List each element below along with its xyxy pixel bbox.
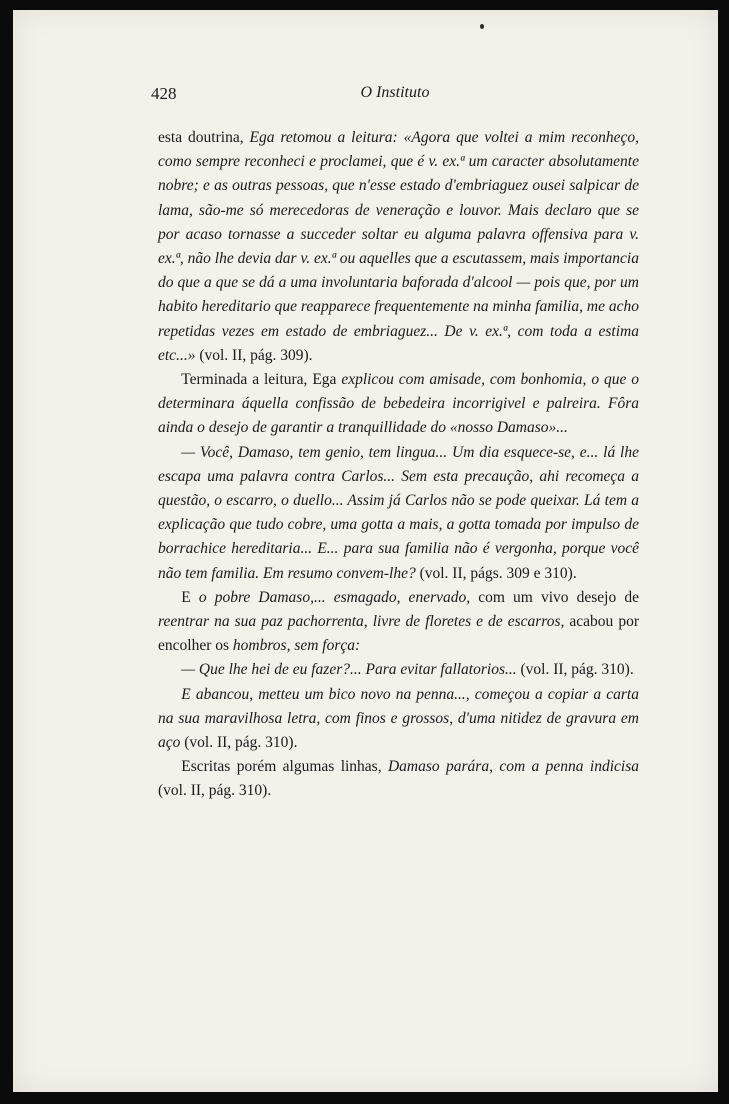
text-run: (vol. II, pág. 310). <box>516 661 634 679</box>
text-run: (vol. II, pág. 310). <box>180 734 298 752</box>
text-run: (vol. II, págs. 309 e 310). <box>415 564 577 582</box>
italic-text-run: reentrar na sua paz pachorrenta, livre de floretes e de escarros, <box>158 613 565 631</box>
paragraph <box>158 441 639 586</box>
paragraph <box>158 126 639 368</box>
paragraph <box>158 755 639 803</box>
text-run: Escritas porém algumas linhas, <box>181 758 388 776</box>
paragraph <box>158 683 639 756</box>
italic-text-run: o pobre Damaso,... esmagado, enervado, <box>198 588 471 606</box>
italic-text-run: Damaso parára, com a penna indicisa <box>387 758 639 776</box>
paragraph <box>158 658 639 682</box>
italic-text-run: — Você, Damaso, tem genio, tem lingua... Um dia esquece-se, e... lá lhe escapa uma palavra contra Carlos... Sem esta precaução, ahi recomeça a questão, o escarro, o duello... Assim já Carlos não se pode queixar. Lá tem a explicação que tudo cobre, uma gotta a mais, a gotta tomada por impulso de borrachice hereditaria... E... para sua familia não é vergonha, porque você não tem familia. Em resumo convem-lhe? <box>158 443 639 582</box>
text-run: (vol. II, pág. 309). <box>195 346 313 364</box>
book-page <box>13 10 718 1092</box>
italic-text-run: hombros, sem força: <box>232 637 361 655</box>
italic-text-run: — Que lhe hei de eu fazer?... Para evitar fallatorios... <box>181 661 517 679</box>
text-run: E <box>181 588 199 606</box>
text-run: com um vivo desejo de <box>470 588 639 606</box>
page-header <box>151 84 639 108</box>
text-run: esta doutrina, <box>158 129 250 146</box>
ink-speck <box>480 24 484 29</box>
running-title: O Instituto <box>360 84 430 101</box>
italic-text-run: Ega retomou a leitura: «Agora que voltei a mim reconheço, como sempre reconheci e proclamei, que é v. ex.ª um caracter absolutamente nobre; e as outras pessoas, que n'esse estado d'embriaguez ousei salpicar de lama, são-me só merecedoras de veneração e louvor. Mais declaro que se por acaso tornasse a succeder soltar eu alguma palavra offensiva para v. ex.ª, não lhe devia dar v. ex.ª ou aquelles que a escutassem, mais importancia do que a que se dá a uma involuntaria baforada d'alcool — pois que, por um habito hereditario que reapparece frequentemente na minha familia, me acho repetidas vezes em estado de embriaguez... De v. ex.ª, com toda a estima etc...» <box>158 129 639 364</box>
italic-text-run: E abancou, metteu um bico novo na penna..., começou a copiar a carta na sua maravilhosa letra, com finos e grossos, d'uma nitidez de gravura em aço <box>158 685 639 752</box>
paragraph <box>158 586 639 659</box>
text-run: (vol. II, pág. 310). <box>158 782 272 800</box>
italic-text-run: explicou com amisade, com bonhomia, o que o determinara áquella confissão de bebedeira incorrigivel e palreira. Fôra ainda o desejo de garantir a tranquillidade do «nosso Damaso»... <box>158 371 639 437</box>
text-run: Terminada a leitura, Ega <box>181 371 342 389</box>
paragraph <box>158 368 639 441</box>
text-run: acabou por encolher os <box>158 613 639 655</box>
body-text <box>158 126 639 804</box>
page-number: 428 <box>151 84 177 103</box>
